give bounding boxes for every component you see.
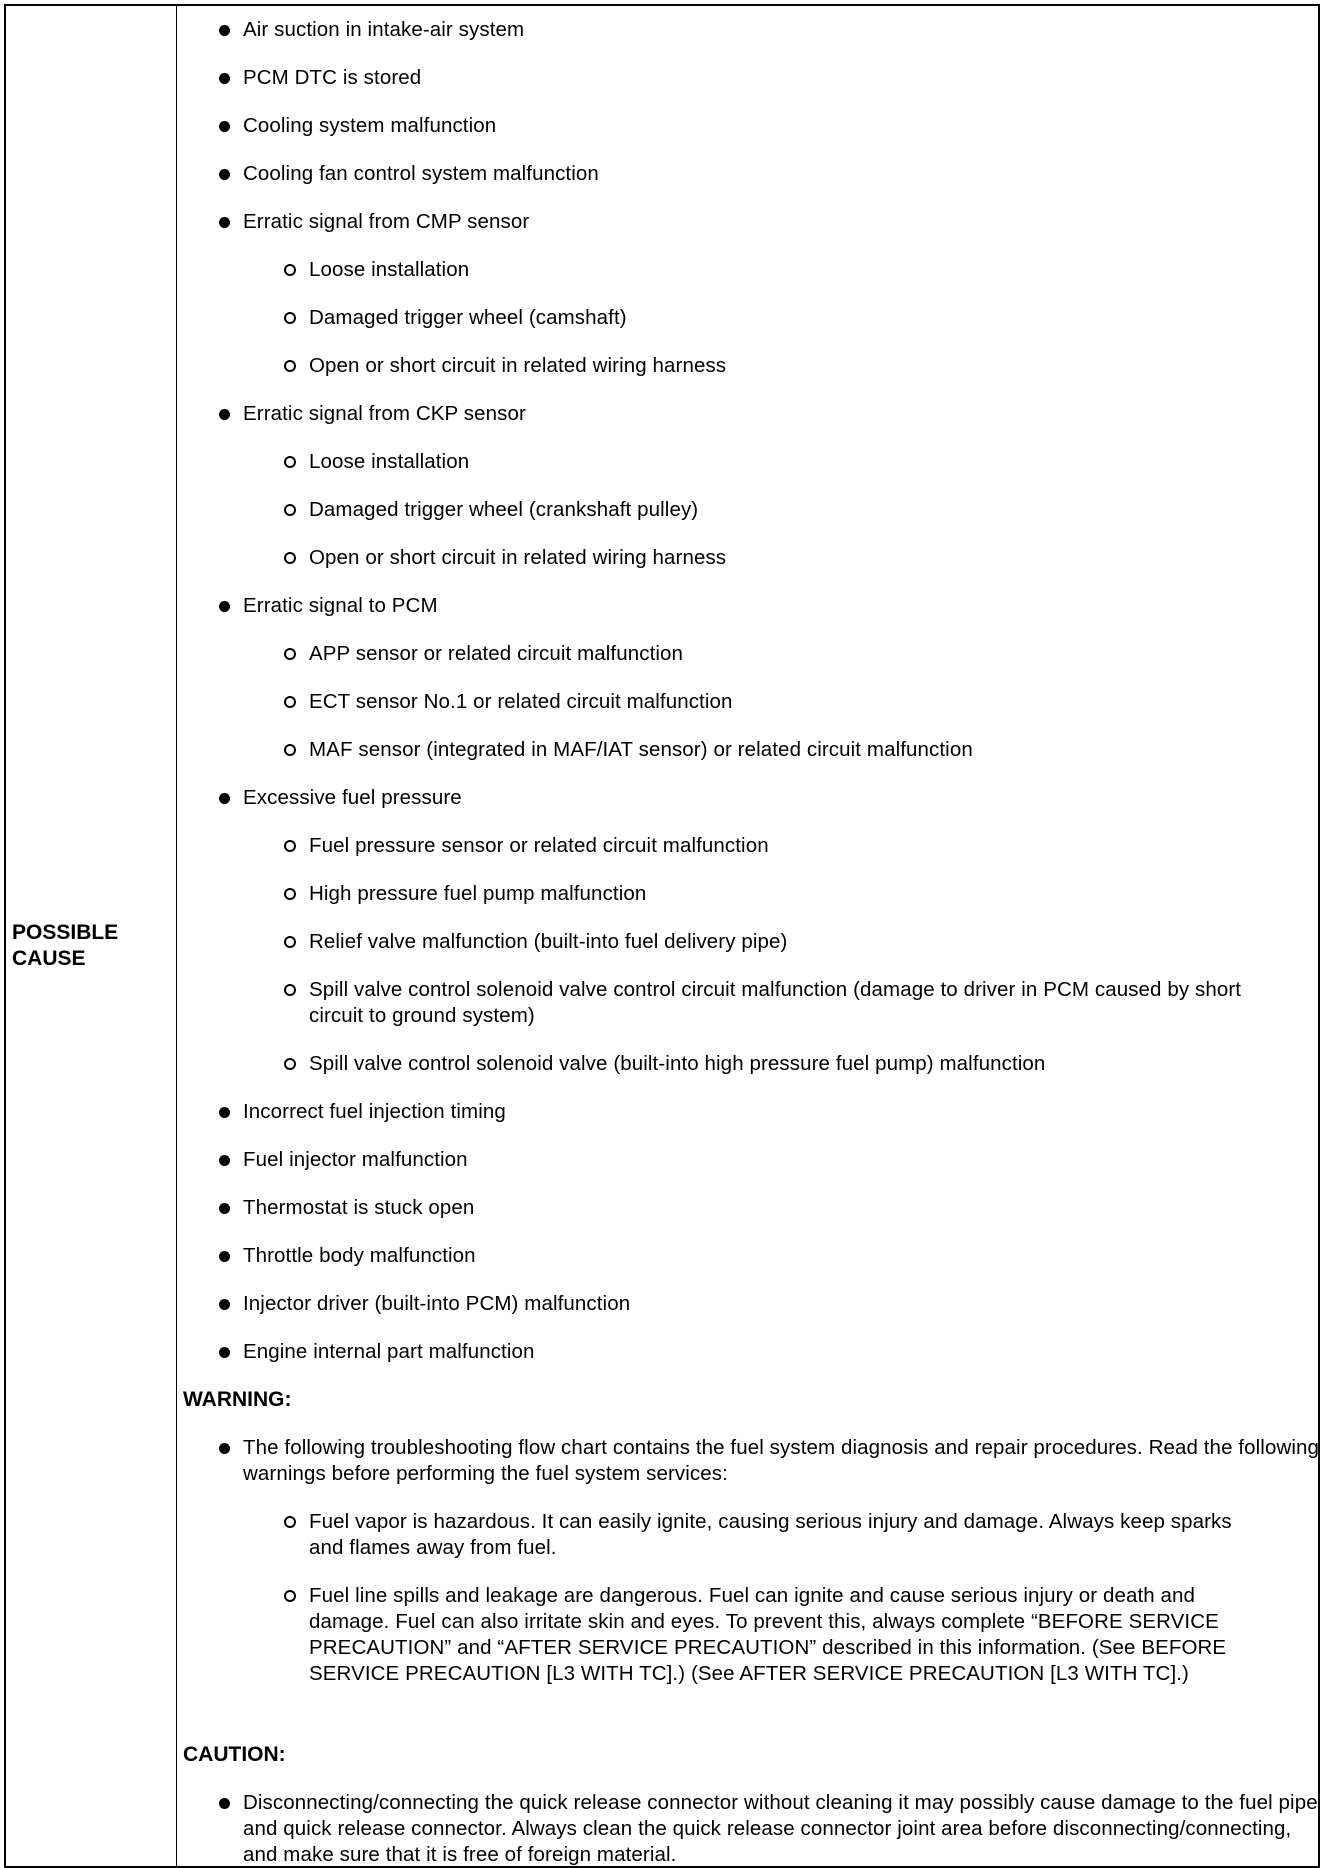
sub-list-item-text: APP sensor or related circuit malfunction [309,642,684,665]
row-label [12,920,162,972]
caution-item-text: Disconnecting/connecting the quick release connector without cleaning it may possibly cause damage to the fuel pipe and quick release connector. Always clean the quick release connector joint area before disconnecting/connecting, and make sure that it is free of foreign material. [243,1791,1318,1866]
list-item [243,593,1323,619]
list-item-text: Cooling fan control system malfunction [243,162,599,185]
row-label-line-1: POSSIBLE [12,921,119,944]
sub-list-item-text: Fuel pressure sensor or related circuit malfunction [309,834,769,857]
sub-list-item-text: Damaged trigger wheel (crankshaft pulley) [309,498,699,521]
sub-list-item [309,497,1328,523]
bullet-dot-icon [213,17,235,43]
row-label-line-2: CAUSE [12,947,86,970]
sub-list-item [309,353,1328,379]
bullet-dot-icon [213,1243,235,1269]
sub-list-item-text: ECT sensor No.1 or related circuit malfunction [309,690,733,713]
bullet-dot-icon [213,161,235,187]
bullet-dot-icon [213,1435,235,1461]
sub-list-item [309,305,1328,331]
list-item-text: Fuel injector malfunction [243,1148,468,1171]
warning-sub-item [309,1509,1269,1561]
bullet-ring-icon [279,641,301,667]
bullet-dot-icon [213,593,235,619]
sub-list-item-text: Spill valve control solenoid valve control circuit malfunction (damage to driver in PCM caused by short circuit to ground system) [309,978,1242,1027]
bullet-dot-icon [213,1790,235,1816]
warning-sub-item-text: Fuel vapor is hazardous. It can easily ignite, causing serious injury and damage. Always keep sparks and flames away from fuel. [309,1510,1232,1559]
sub-list-item [309,737,1328,763]
warning-sub-item [309,1583,1269,1687]
bullet-ring-icon [279,929,301,955]
list-item-text: Erratic signal from CMP sensor [243,210,530,233]
bullet-dot-icon [213,1291,235,1317]
bullet-ring-icon [279,1509,301,1535]
warning-item [243,1435,1323,1487]
list-item-text: Injector driver (built-into PCM) malfunction [243,1292,631,1315]
sub-list-item-text: High pressure fuel pump malfunction [309,882,647,905]
bullet-dot-icon [213,65,235,91]
sub-list-item [309,881,1328,907]
list-item [243,1195,1323,1221]
list-item-text: Cooling system malfunction [243,114,497,137]
bullet-dot-icon [213,401,235,427]
sub-list-item-text: MAF sensor (integrated in MAF/IAT sensor) or related circuit malfunction [309,738,973,761]
list-item [243,113,1323,139]
caution-item [243,1790,1323,1868]
list-item [243,785,1323,811]
bullet-dot-icon [213,209,235,235]
list-item [243,1291,1323,1317]
warning-sub-item-text: Fuel line spills and leakage are dangerous. Fuel can ignite and cause serious injury or death and damage. Fuel can also irritate skin and eyes. To prevent this, always complete “BEFORE SERVICE PRECAUTION” and “AFTER SERVICE PRECAUTION” described in this information. (See BEFORE SERVICE PRECAUTION [L3 WITH TC].) (See AFTER SERVICE PRECAUTION [L3 WITH TC].) [309,1584,1227,1685]
list-item-text: PCM DTC is stored [243,66,422,89]
bullet-ring-icon [279,977,301,1003]
sub-list-item [309,977,1269,1029]
list-item [243,401,1323,427]
list-item-text: Throttle body malfunction [243,1244,476,1267]
list-item [243,1243,1323,1269]
list-item [243,1147,1323,1173]
list-item-text: Air suction in intake-air system [243,18,525,41]
bullet-ring-icon [279,545,301,571]
list-item [243,209,1323,235]
sub-list-item [309,641,1328,667]
list-item-text: Erratic signal to PCM [243,594,438,617]
caution-heading: CAUTION: [183,1743,286,1766]
bullet-ring-icon [279,353,301,379]
bullet-ring-icon [279,881,301,907]
bullet-ring-icon [279,1051,301,1077]
bullet-dot-icon [213,785,235,811]
sub-list-item-text: Relief valve malfunction (built-into fuel delivery pipe) [309,930,788,953]
list-item-text: Thermostat is stuck open [243,1196,475,1219]
sub-list-item [309,257,1328,283]
possible-cause-table [4,4,1320,1868]
sub-list-item [309,545,1328,571]
sub-list-item-text: Loose installation [309,450,470,473]
bullet-ring-icon [279,1583,301,1609]
sub-list-item [309,449,1328,475]
bullet-dot-icon [213,1339,235,1365]
warning-heading: WARNING: [183,1388,292,1411]
bullet-dot-icon [213,113,235,139]
list-item-text: Incorrect fuel injection timing [243,1100,506,1123]
bullet-ring-icon [279,257,301,283]
sub-list-item-text: Open or short circuit in related wiring harness [309,546,727,569]
bullet-ring-icon [279,689,301,715]
sub-list-item-text: Damaged trigger wheel (camshaft) [309,306,627,329]
bullet-ring-icon [279,497,301,523]
list-item [243,1339,1323,1365]
sub-list-item-text: Spill valve control solenoid valve (built-into high pressure fuel pump) malfunction [309,1052,1046,1075]
bullet-ring-icon [279,737,301,763]
bullet-dot-icon [213,1195,235,1221]
bullet-ring-icon [279,833,301,859]
bullet-dot-icon [213,1147,235,1173]
list-item [243,65,1323,91]
list-item-text: Erratic signal from CKP sensor [243,402,526,425]
list-item-text: Engine internal part malfunction [243,1340,535,1363]
bullet-ring-icon [279,449,301,475]
sub-list-item [309,689,1328,715]
sub-list-item [309,1051,1328,1077]
list-item [243,1099,1323,1125]
list-item [243,161,1323,187]
bullet-dot-icon [213,1099,235,1125]
list-item [243,17,1323,43]
sub-list-item [309,929,1328,955]
warning-item-text: The following troubleshooting flow chart contains the fuel system diagnosis and repair procedures. Read the following warnings before performing the fuel system services: [243,1436,1320,1485]
sub-list-item-text: Loose installation [309,258,470,281]
label-cell [6,6,177,1866]
bullet-ring-icon [279,305,301,331]
cause-content-cell [177,6,1318,1866]
list-item-text: Excessive fuel pressure [243,786,462,809]
sub-list-item-text: Open or short circuit in related wiring harness [309,354,727,377]
sub-list-item [309,833,1328,859]
